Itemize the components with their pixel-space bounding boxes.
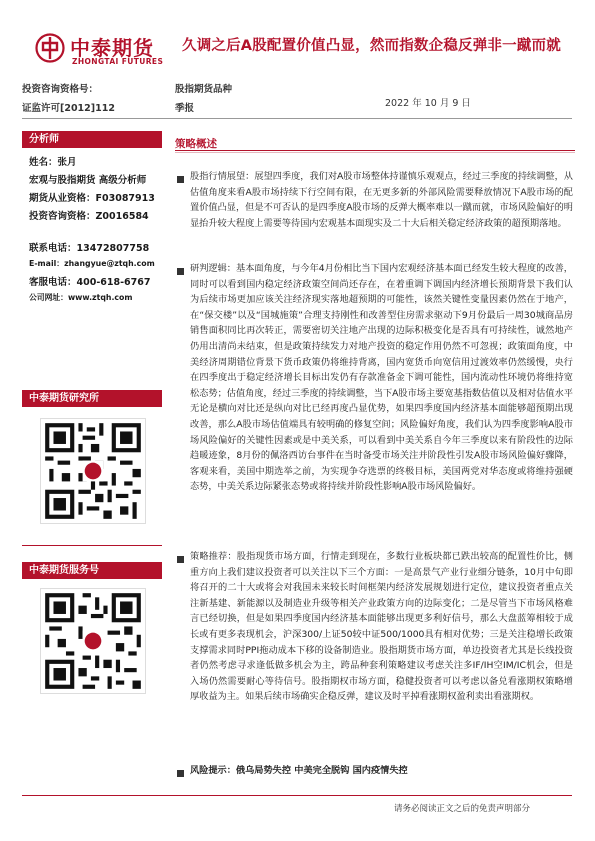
footer-divider — [22, 795, 572, 796]
license-value: 证监许可[2012]112 — [22, 103, 115, 114]
disclaimer-note: 请务必阅读正文之后的免责声明部分 — [394, 804, 531, 814]
strategy-section-title: 策略概述 — [175, 138, 217, 150]
analyst-invest-qualification: 投资咨询资格：Z0016584 — [29, 211, 149, 222]
bullet-icon — [177, 176, 184, 183]
logo-text-cn: 中泰期货 — [70, 36, 154, 60]
qr-code-icon — [40, 588, 146, 694]
report-date: 2022 年 10 月 9 日 — [385, 98, 471, 109]
bullet-icon — [177, 556, 184, 563]
strategy-divider — [175, 150, 575, 151]
product-category: 股指期货品种 — [175, 84, 233, 95]
risk-warning-paragraph: 风险提示：俄乌局势失控 中美完全脱钩 国内疫情失控 — [190, 765, 408, 776]
strategy-divider-light — [175, 152, 575, 153]
company-website[interactable]: 公司网址：www.ztqh.com — [29, 293, 133, 302]
header-divider — [22, 118, 572, 119]
bullet-icon — [177, 770, 184, 777]
report-type: 季报 — [175, 103, 195, 114]
logo-text-en: ZHONGTAI FUTURES — [72, 57, 164, 66]
analyst-email[interactable]: E-mail：zhangyue@ztqh.com — [29, 259, 155, 268]
report-title: 久调之后A股配置价值凸显，然而指数企稳反弹非一蹴而就 — [182, 38, 561, 54]
research-section-title: 中泰期货研究所 — [22, 390, 162, 407]
analyst-section-title: 分析师 — [22, 131, 162, 148]
research-logic-paragraph: 研判逻辑：基本面角度，与今年4月份相比当下国内宏观经济基本面已经发生较大程度的改善，同时可以看到国内稳定经济政策空间尚还存在，在着重调下调国内经济增长预期背景下我们认为后续市场更加应该关注经济现实落地超预期的可能性，该然关键性变量因素仍然在于地产，在“保交楼”以及“国城施策”合理支持刚性和改善型住房需求驱动下9月份最后一周30城商品房销售面积同比再次转正，需要密切关注地产出现的边际积极变化是否具有可持续性，诚然地产仍用出清尚未结束，但是政策持续发力对地产投资的稳定作用仍然不可忽视；政策面角度，中美经济周期错位背景下货币政策仍将维持背离，国内宽货币向宽信用过渡效率仍然缓慢，央行在四季度出于稳定经济增长目标出发仍有存款准备金下调可能性，国内流动性环境仍将维持宽松态势；估值角度，经过三季度的持续调整，当下A股市场主要宽基指数估值以及相对估值水平无论是横向对比还是纵向对比已经再度凸显优势，如果四季度国内经济基本面能够超预期出现改善，那么A股市场估值端具有较明确的修复空间；风险偏好角度，我们认为四季度影响A股市场风险偏好的关键性因素或是中美关系，可以看到中美关系自今年三季度以来有阶段性的边际趋暖迹象，8月份的佩洛西访台事件在当时备受市场关注并阶段性引发A股市场风险偏好骤降，客观来看，美国中期选举之前，为实现争夺选票的终极目标，美国两党对华态度或将维持强硬态势，中美关系边际紧张态势或将持续并阶段性影响A股市场风险偏好。 — [190, 263, 573, 493]
market-outlook-paragraph: 股指行情展望：展望四季度，我们对A股市场整体持谨慎乐观观点，经过三季度的持续调整，从估值角度来看A股市场持续下行空间有限，在无更多新的外部风险需要释放情况下A股市场的配置价值凸显，但是不可否认的是四季度A股市场的反弹大概率难以一蹴而就，市场风险偏好的明显抬升较大程度上需要等待国内宏观基本面现实及二十大后相关稳定经济政策的超预期落地。 — [190, 171, 573, 229]
customer-hotline: 客服电话：400-618-6767 — [29, 277, 151, 288]
analyst-role: 宏观与股指期货 高级分析师 — [29, 175, 147, 186]
analyst-name: 姓名：张月 — [29, 157, 77, 168]
strategy-recommendation-paragraph: 策略推荐：股指现货市场方面，行情走到现在，多数行业板块都已跌出较高的配置性价比，侧重方向上我们建议投资者可以关注以下三个方面：一是高景气产业行业细分链条，10月中旬即将召开的二十大或将会对我国未来较长时间框架内经济发展规划进行定位，建议投资者重点关注新基建、新能源以及制造业升级等相关产业政策方向的边际变化；二是尽管当下市场风格难言已经切换，但是如果四季度国内经济基本面能够出现更多利好信号，那么大盘蓝筹相较于成长或有更多表现机会，沪深300/上证50较中证500/1000具有相对优势；三是关注稳增长政策支撑需求同时PPI拖动成本下移的设备制造业。股指期货市场方面，单边投资者尤其是长线投资者仍然考虑寻求逢低做多机会为主，跨品种套利策略建议考虑关注多IF/IH空IM/IC机会，但是入场仍然需要耐心等待信号。股指期权市场方面，稳健投资者可以考虑以备兑看涨期权策略增厚收益为主。如果后续市场确实企稳反弹，建议及时平掉看涨期权盈利卖出看涨期权。 — [190, 551, 573, 703]
logo-icon — [35, 33, 65, 63]
research-divider — [22, 545, 162, 546]
service-section-title: 中泰期货服务号 — [22, 562, 162, 579]
bullet-icon — [177, 268, 184, 275]
qr-code-icon — [40, 418, 146, 524]
analyst-phone: 联系电话：13472807758 — [29, 243, 150, 254]
license-label: 投资咨询资格号： — [22, 84, 99, 95]
analyst-qualification: 期货从业资格：F03087913 — [29, 193, 155, 204]
company-logo — [35, 30, 170, 75]
